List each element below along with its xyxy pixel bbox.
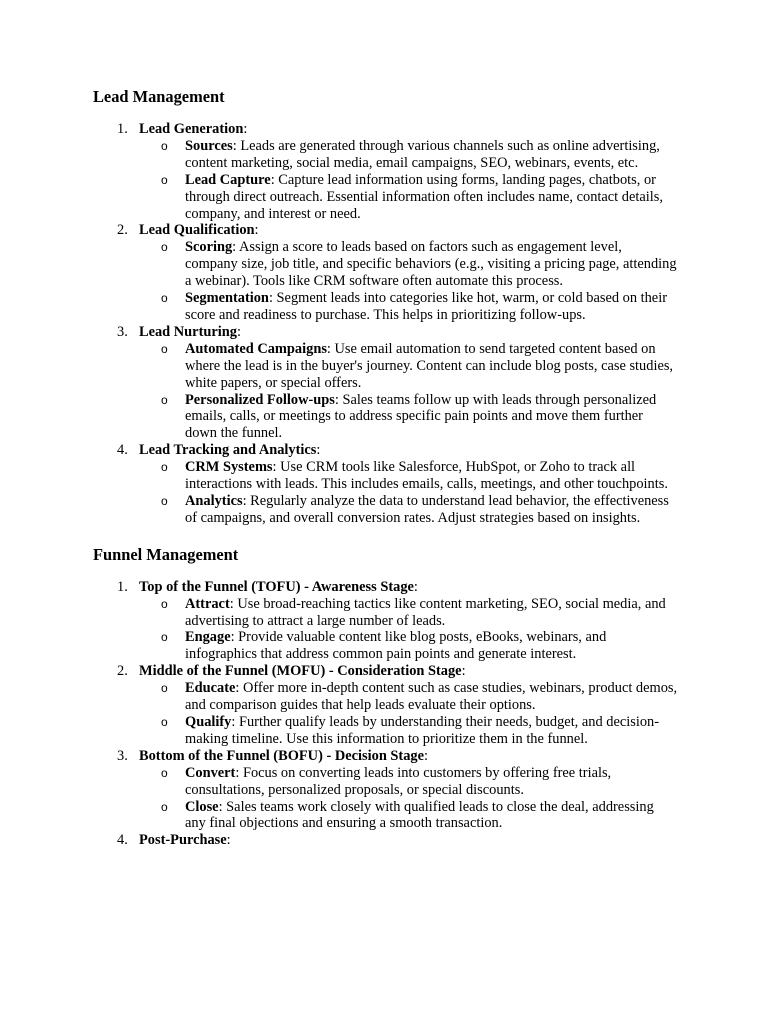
bullet-text: : Use email automation to send targeted content based on where the lead is in the buyer's journey. Content can include blog posts, case studies, white papers, or special offers. [185,340,674,391]
bullet-term: CRM Systems [185,459,273,476]
list-number: 1. [117,121,128,137]
bullet-text: : Regularly analyze the data to understand lead behavior, the effectiveness of campaigns, and overall conversion rates. Adjust strategies based on insights. [185,492,669,526]
bullet-list-item [139,629,678,663]
bullet-list [139,239,678,324]
bullet-text: : Assign a score to leads based on factors such as engagement level, company size, job title, and specific behaviors (e.g., visiting a pricing page, attending a webinar). Tools like CRM software often automate this process. [185,239,677,290]
numbered-list-item [93,748,678,833]
bullet-list-item [139,799,678,833]
bullet-list-item [139,680,678,714]
bullet-text: : Leads are generated through various channels such as online advertising, content marketing, social media, email campaigns, SEO, webinars, events, etc. [185,137,660,171]
circle-bullet-icon: o [161,715,168,729]
list-item-title: Middle of the Funnel (MOFU) - Consideration Stage [139,663,462,680]
list-item-punctuation: : [413,578,418,595]
bullet-term: Qualify [185,714,232,730]
bullet-term: Automated Campaigns [185,340,327,357]
circle-bullet-icon: o [161,630,168,645]
bullet-list-item [139,459,678,493]
bullet-term: Engage [185,629,231,646]
circle-bullet-icon: o [161,341,168,356]
bullet-list [139,596,678,664]
bullet-term: Educate [185,680,236,697]
bullet-list [139,138,678,223]
list-item-title: Top of the Funnel (TOFU) - Awareness Stage [139,578,414,595]
bullet-term: Personalized Follow-ups [185,391,335,408]
circle-bullet-icon: o [161,392,168,407]
bullet-text: : Offer more in-depth content such as case studies, webinars, product demos, and comparison guides that help leads evaluate their options. [185,680,678,714]
circle-bullet-icon: o [161,681,168,696]
section-heading: Lead Management [93,87,225,106]
bullet-list [139,459,678,527]
list-item-title: Lead Tracking and Analytics [139,442,317,459]
list-item-punctuation: : [254,222,259,239]
list-item-title: Lead Generation [139,121,244,137]
bullet-text: : Capture lead information using forms, landing pages, chatbots, or through direct outreach. Essential information often includes name, contact details, company, and interest or need. [185,171,663,222]
list-item-punctuation: : [243,121,248,137]
bullet-list-item [139,138,678,172]
bullet-text: : Segment leads into categories like hot, warm, or cold based on their score and readiness to purchase. This helps in prioritizing follow-ups. [185,290,667,323]
list-item-punctuation: : [424,747,428,764]
section [93,86,678,527]
bullet-list-item [139,714,678,748]
list-item-punctuation: : [316,442,321,459]
circle-bullet-icon: o [161,460,168,475]
numbered-list [93,121,678,527]
list-item-punctuation: : [236,323,241,340]
section [93,544,678,850]
bullet-list-item [139,172,678,223]
bullet-list-item [139,239,678,290]
bullet-list [139,341,678,442]
list-number: 2. [117,222,128,239]
list-item-title: Bottom of the Funnel (BOFU) - Decision Stage [139,747,424,764]
bullet-list [139,765,678,833]
circle-bullet-icon: o [161,765,168,780]
numbered-list-item [93,121,678,222]
section-heading: Funnel Management [93,544,239,564]
numbered-list-item [93,442,678,527]
numbered-list [93,579,678,850]
bullet-list-item [139,341,678,392]
numbered-list-item [93,832,678,849]
bullet-text: : Focus on converting leads into customers by offering free trials, consultations, personalized proposals, or special discounts. [185,764,612,798]
circle-bullet-icon: o [161,172,168,187]
numbered-list-item [93,222,678,323]
circle-bullet-icon: o [161,799,168,814]
list-item-punctuation: : [226,832,231,849]
bullet-list-item [139,392,678,443]
list-item-title: Post-Purchase [139,832,227,849]
numbered-list-item [93,663,678,748]
bullet-term: Attract [185,595,230,612]
bullet-term: Convert [185,764,236,781]
bullet-term: Scoring [185,239,233,256]
list-item-punctuation: : [461,663,466,680]
list-number: 3. [117,323,128,340]
bullet-term: Segmentation [185,290,269,307]
list-item-title: Lead Qualification [139,222,255,239]
document-body [93,86,678,866]
bullet-text: : Further qualify leads by understanding their needs, budget, and decision-making timeline. Use this information to prioritize them in the funnel. [185,714,660,747]
circle-bullet-icon: o [161,596,168,611]
bullet-term: Sources [185,137,233,154]
list-number: 3. [117,747,128,764]
bullet-text: : Sales teams work closely with qualified leads to close the deal, addressing any final objections and ensuring a smooth transaction. [185,798,654,832]
bullet-term: Close [185,798,219,815]
bullet-list-item [139,493,678,527]
bullet-text: : Use broad-reaching tactics like content marketing, SEO, social media, and advertising to attract a large number of leads. [185,595,666,629]
bullet-list-item [139,290,678,324]
bullet-text: : Use CRM tools like Salesforce, HubSpot, or Zoho to track all interactions with leads. This includes emails, calls, meetings, and other touchpoints. [185,459,668,493]
list-number: 1. [117,578,128,595]
numbered-list-item [93,324,678,442]
list-number: 4. [117,442,128,459]
bullet-list-item [139,765,678,799]
numbered-list-item [93,579,678,664]
circle-bullet-icon: o [161,240,168,255]
circle-bullet-icon: o [161,291,168,306]
bullet-text: : Sales teams follow up with leads through personalized emails, calls, or meetings to address specific pain points and move them further down the funnel. [185,391,657,442]
bullet-term: Analytics [185,492,243,509]
list-number: 4. [117,832,128,849]
circle-bullet-icon: o [161,138,168,153]
bullet-text: : Provide valuable content like blog posts, eBooks, webinars, and infographics that address common pain points and generate interest. [185,629,607,663]
bullet-term: Lead Capture [185,171,271,188]
bullet-list [139,680,678,748]
bullet-list-item [139,596,678,630]
list-item-title: Lead Nurturing [139,323,237,340]
circle-bullet-icon: o [161,493,168,508]
list-number: 2. [117,663,128,680]
